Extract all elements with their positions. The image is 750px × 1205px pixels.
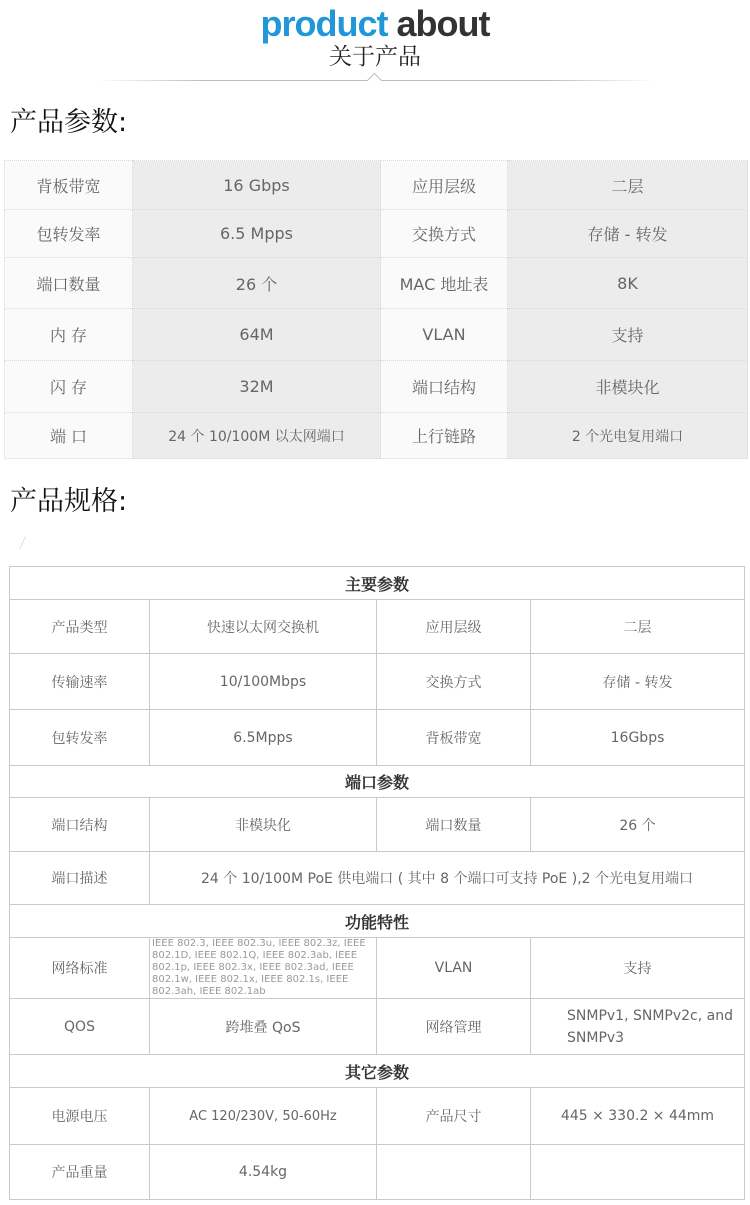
spec-label: 端口结构 (10, 798, 150, 852)
spec-value: 非模块化 (150, 798, 377, 852)
param-value: 支持 (508, 309, 748, 361)
main-params-header-row (10, 567, 745, 600)
table-row (5, 210, 748, 258)
spec-label: QOS (10, 999, 150, 1055)
spec-value: 二层 (531, 600, 745, 654)
table-row (5, 161, 748, 210)
section-header-ports: 端口参数 (10, 766, 745, 798)
param-value: 26 个 (133, 258, 381, 309)
table-row (10, 852, 745, 905)
param-value: 2 个光电复用端口 (508, 413, 748, 459)
param-label: 应用层级 (381, 161, 508, 210)
spec-label: 产品尺寸 (377, 1088, 531, 1145)
param-label: 包转发率 (5, 210, 133, 258)
param-value: 6.5 Mpps (133, 210, 381, 258)
section-header-features: 功能特性 (10, 905, 745, 938)
spec-label: 网络标准 (10, 938, 150, 999)
spec-value: 跨堆叠 QoS (150, 999, 377, 1055)
param-value: 二层 (508, 161, 748, 210)
param-value: 存储 - 转发 (508, 210, 748, 258)
param-label: 闪 存 (5, 361, 133, 413)
spec-value: 10/100Mbps (150, 654, 377, 710)
page-header (0, 0, 750, 88)
param-value: 非模块化 (508, 361, 748, 413)
param-value: 24 个 10/100M 以太网端口 (133, 413, 381, 459)
spec-label: VLAN (377, 938, 531, 999)
param-label: 背板带宽 (5, 161, 133, 210)
table-row (10, 798, 745, 852)
header-title-word1: product (260, 3, 388, 44)
param-label: 内 存 (5, 309, 133, 361)
table-row (5, 309, 748, 361)
empty-cell (377, 1145, 531, 1200)
param-label: MAC 地址表 (381, 258, 508, 309)
specs-section-title: 产品规格: (10, 486, 128, 517)
param-label: 端口数量 (5, 258, 133, 309)
spec-label: 交换方式 (377, 654, 531, 710)
spec-value: 6.5Mpps (150, 710, 377, 766)
port-params-header-row (10, 766, 745, 798)
specs-table (9, 566, 745, 1200)
param-value: 16 Gbps (133, 161, 381, 210)
section-header-main: 主要参数 (10, 567, 745, 600)
table-row (10, 1145, 745, 1200)
spec-value: 存储 - 转发 (531, 654, 745, 710)
table-row (10, 1088, 745, 1145)
table-row (10, 938, 745, 999)
table-row (5, 361, 748, 413)
features-header-row (10, 905, 745, 938)
param-label: 交换方式 (381, 210, 508, 258)
spec-label: 电源电压 (10, 1088, 150, 1145)
header-divider-notch (367, 73, 383, 89)
spec-value: 24 个 10/100M PoE 供电端口 ( 其中 8 个端口可支持 PoE ),2 个光电复用端口 (150, 852, 745, 905)
param-value: 32M (133, 361, 381, 413)
spec-label: 包转发率 (10, 710, 150, 766)
other-params-header-row (10, 1055, 745, 1088)
params-section-title: 产品参数: (10, 107, 128, 138)
spec-value: AC 120/230V, 50-60Hz (150, 1088, 377, 1145)
table-row (5, 413, 748, 459)
spec-label: 传输速率 (10, 654, 150, 710)
param-value: 64M (133, 309, 381, 361)
param-value: 8K (508, 258, 748, 309)
spec-value: 快速以太网交换机 (150, 600, 377, 654)
params-table (4, 160, 748, 459)
spec-label: 网络管理 (377, 999, 531, 1055)
divider-mark (19, 536, 26, 549)
spec-label: 端口数量 (377, 798, 531, 852)
spec-value: 16Gbps (531, 710, 745, 766)
param-label: 上行链路 (381, 413, 508, 459)
table-row (10, 710, 745, 766)
spec-label: 端口描述 (10, 852, 150, 905)
network-standards-value: IEEE 802.3, IEEE 802.3u, IEEE 802.3z, IEEE 802.1D, IEEE 802.1Q, IEEE 802.3ab, IEEE 802.1p, IEEE 802.3x, IEEE 802.3ad, IEEE 802.1w, IEEE 802.1x, IEEE 802.1s, IEEE 802.3ah, IEEE 802.1ab (150, 938, 377, 999)
header-subtitle: 关于产品 (329, 44, 421, 70)
spec-label: 背板带宽 (377, 710, 531, 766)
table-row (10, 999, 745, 1055)
param-label: 端口结构 (381, 361, 508, 413)
spec-value: 4.54kg (150, 1145, 377, 1200)
table-row (10, 600, 745, 654)
spec-label: 产品类型 (10, 600, 150, 654)
spec-value: SNMPv1, SNMPv2c, and SNMPv3 (531, 999, 745, 1055)
table-row (5, 258, 748, 309)
header-title (0, 4, 750, 44)
empty-cell (531, 1145, 745, 1200)
section-header-other: 其它参数 (10, 1055, 745, 1088)
spec-label: 应用层级 (377, 600, 531, 654)
param-label: 端 口 (5, 413, 133, 459)
spec-value: 26 个 (531, 798, 745, 852)
spec-value: 445 × 330.2 × 44mm (531, 1088, 745, 1145)
header-title-word2: about (396, 3, 490, 44)
spec-label: 产品重量 (10, 1145, 150, 1200)
table-row (10, 654, 745, 710)
spec-value: 支持 (531, 938, 745, 999)
param-label: VLAN (381, 309, 508, 361)
